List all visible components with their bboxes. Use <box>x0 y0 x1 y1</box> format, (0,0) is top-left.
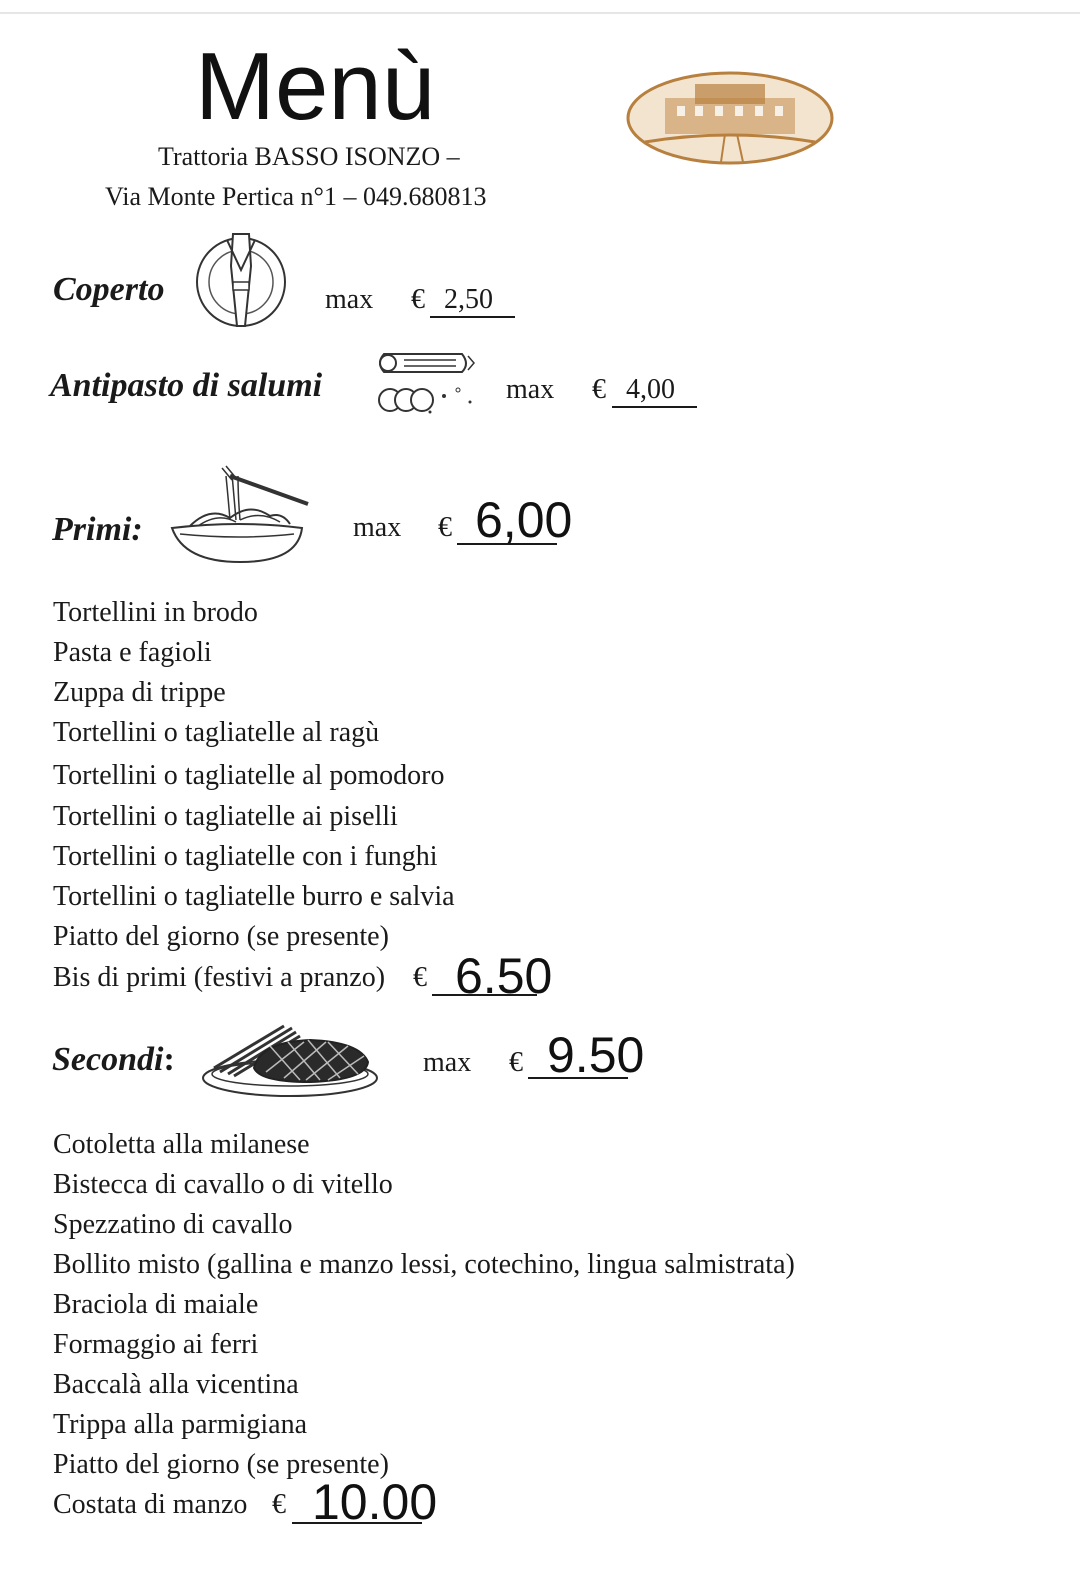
coperto-price: 2,50 <box>430 284 515 318</box>
page-title: Menù <box>195 33 436 140</box>
restaurant-name: Trattoria BASSO ISONZO – <box>158 142 460 171</box>
primi-label: Primi: <box>52 511 143 548</box>
list-item: Tortellini o tagliatelle al ragù <box>53 717 380 748</box>
secondi-price: 9.50 <box>547 1027 645 1083</box>
trattoria-building-logo <box>625 70 835 166</box>
list-item: Zuppa di trippe <box>53 677 226 708</box>
bis-primi-price: 6.50 <box>455 948 553 1004</box>
list-item: Piatto del giorno (se presente) <box>53 1449 389 1480</box>
primi-max: max <box>353 512 402 543</box>
list-item: Tortellini in brodo <box>53 597 258 628</box>
antipasto-euro: € <box>592 374 606 405</box>
bis-primi-euro: € <box>413 962 427 993</box>
list-item: Tortellini o tagliatelle burro e salvia <box>53 881 455 912</box>
primi-price: 6,00 <box>475 492 573 548</box>
list-item: Spezzatino di cavallo <box>53 1209 293 1240</box>
list-item: Bistecca di cavallo o di vitello <box>53 1169 393 1200</box>
restaurant-address: Via Monte Pertica n°1 – 049.680813 <box>105 182 487 211</box>
list-item: Bollito misto (gallina e manzo lessi, cotechino, lingua salmistrata) <box>53 1249 795 1280</box>
bis-primi-label: Bis di primi (festivi a pranzo) <box>53 962 386 993</box>
costata-price: 10.00 <box>312 1474 438 1530</box>
list-item: Formaggio ai ferri <box>53 1329 259 1360</box>
list-item: Tortellini o tagliatelle al pomodoro <box>53 760 445 791</box>
list-item: Braciola di maiale <box>53 1289 259 1320</box>
list-item: Piatto del giorno (se presente) <box>53 921 389 952</box>
primi-euro: € <box>438 512 452 543</box>
secondi-euro: € <box>509 1047 523 1078</box>
list-item: Trippa alla parmigiana <box>53 1409 308 1440</box>
secondi-heading <box>52 1040 175 1080</box>
antipasto-price: 4,00 <box>612 374 697 408</box>
plate-cutlery-icon <box>193 226 289 334</box>
secondi-label: Secondi <box>52 1041 164 1078</box>
list-item: Pasta e fagioli <box>53 637 212 668</box>
secondi-max: max <box>423 1047 472 1078</box>
costata-label: Costata di manzo <box>53 1489 248 1520</box>
antipasto-label: Antipasto di salumi <box>50 367 323 404</box>
salami-icon <box>376 350 476 418</box>
antipasto-max: max <box>506 374 555 405</box>
costata-euro: € <box>272 1489 286 1520</box>
list-item: Tortellini o tagliatelle ai piselli <box>53 801 398 832</box>
list-item: Baccalà alla vicentina <box>53 1369 299 1400</box>
coperto-max: max <box>325 284 374 315</box>
list-item: Tortellini o tagliatelle con i funghi <box>53 841 438 872</box>
coperto-label: Coperto <box>53 271 165 308</box>
coperto-euro: € <box>411 284 425 315</box>
steak-fries-icon <box>200 1022 380 1100</box>
top-divider <box>0 12 1080 14</box>
secondi-colon: : <box>163 1041 175 1078</box>
pasta-bowl-icon <box>170 466 310 566</box>
list-item: Cotoletta alla milanese <box>53 1129 310 1160</box>
